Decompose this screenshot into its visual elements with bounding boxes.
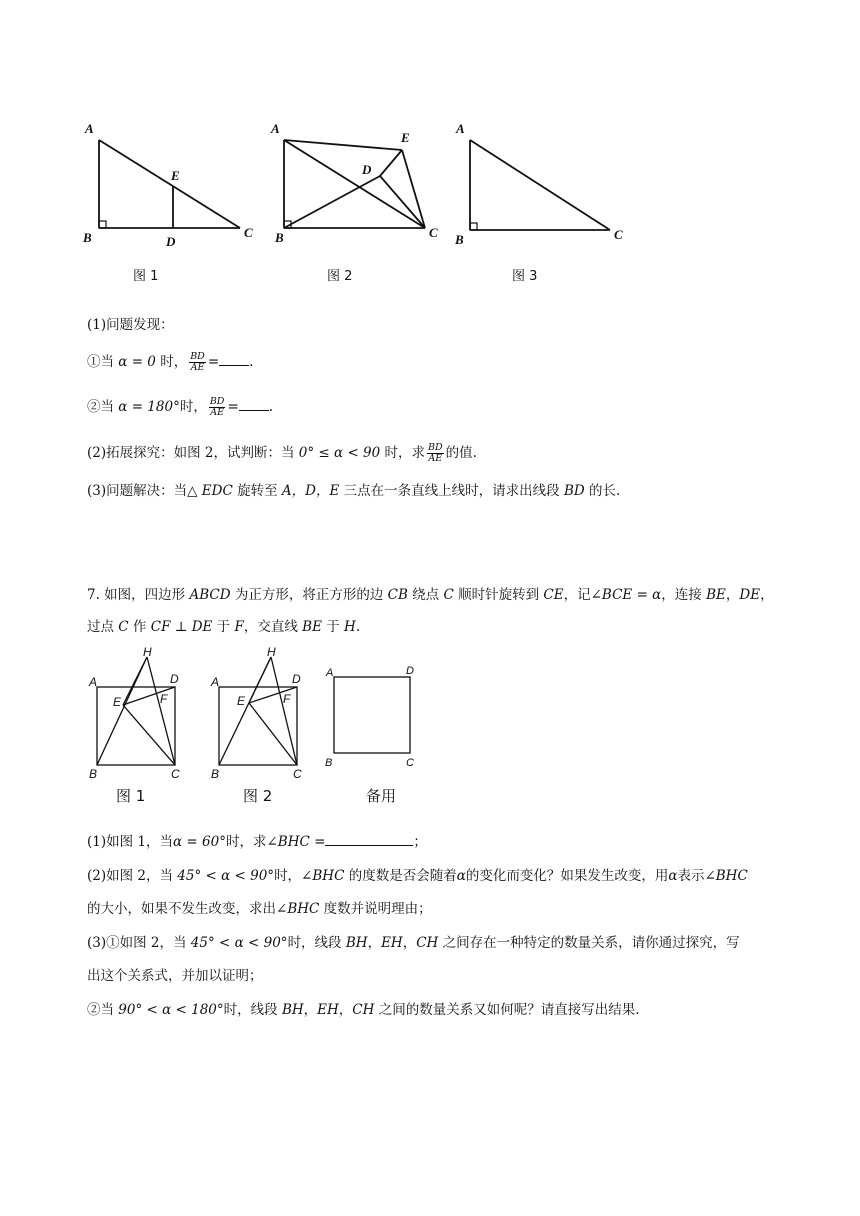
q7-fig1-label-h: H [143,645,152,659]
q7-fig1-label-f: F [160,692,168,706]
fraction-bd-ae: $\frac{BD}{AE}$ [209,396,225,418]
q7-fig2-label-e: E [237,694,246,708]
q6-fig2-label-e: E [401,130,410,145]
q6-fig1-label-a: A [85,121,94,136]
q7-fig3-label-b: B [325,757,333,769]
q6-part1-item1: ①当 α = 0 时， $\frac{BD}{AE}$ = . [87,351,254,373]
q6-fig2-caption: 图 2 [327,269,353,284]
q6-part1-item2: ②当 α = 180°时， $\frac{BD}{AE}$ = . [87,396,274,418]
q7-part3-line1: (3)①如图 2，当 45° < α < 90°时，线段 BH，EH，CH 之间存在一种特定的数量关系，请你通过探究，写 [87,935,740,951]
q7-figure-2 [207,645,317,785]
q7-fig1-label-e: E [113,695,122,709]
q7-fig3-label-c: C [406,757,414,769]
q7-fig2-caption: 图 2 [243,787,273,805]
answer-blank[interactable] [239,410,269,411]
q6-figure-2 [265,118,455,248]
fraction-bd-ae: $\frac{BD}{AE}$ [190,351,205,373]
q6-fig1-caption: 图 1 [133,269,159,284]
q7-part3-line2: 出这个关系式，并加以证明； [87,968,263,984]
q7-part2-line1: (2)如图 2，当 45° < α < 90°时，∠BHC 的度数是否会随着α的变化而变化？如果发生改变，用α表示∠BHC [87,868,748,884]
q6-fig1-label-d: D [166,234,176,248]
q6-fig3-label-c: C [614,227,623,242]
q6-figure-1 [80,118,270,248]
q6-fig1-label-e: E [171,168,180,183]
q6-fig3-caption: 图 3 [512,269,538,284]
q6-fig2-label-c: C [429,225,438,240]
q7-fig3-label-d: D [406,665,414,677]
q7-fig2-label-h: H [267,645,276,659]
q7-fig2-label-a: A [211,675,220,689]
q6-fig1-label-c: C [244,225,253,240]
q7-figure-spare [320,645,430,785]
q6-part1-title: (1)问题发现： [87,317,174,333]
q6-fig3-label-a: A [456,121,465,136]
q7-part2-line2: 的大小，如果不发生改变，求出∠BHC 度数并说明理由； [87,901,432,917]
q6-fig2-label-a: A [271,121,280,136]
q7-fig2-label-c: C [293,767,302,781]
q7-fig1-label-d: D [170,672,179,686]
q7-fig2-label-d: D [292,672,301,686]
q6-figure-3 [450,118,640,248]
q7-fig1-caption: 图 1 [116,787,146,805]
q7-stem-line2: 过点 C 作 CF ⊥ DE 于 F，交直线 BE 于 H. [87,619,361,635]
q7-stem-line1: 7. 如图，四边形 ABCD 为正方形，将正方形的边 CB 绕点 C 顺时针旋转到 CE，记∠BCE = α，连接 BE，DE， [87,587,774,603]
q7-fig3-caption: 备用 [366,787,397,805]
q6-fig2-label-b: B [275,230,284,245]
q6-fig3-label-b: B [455,232,464,247]
q6-fig1-label-b: B [83,230,92,245]
answer-blank[interactable] [219,365,249,366]
q7-fig3-label-a: A [326,667,334,679]
q6-part3: (3)问题解决：当△ EDC 旋转至 A，D，E 三点在一条直线上线时，请求出线段 BD 的长. [87,483,621,499]
q7-fig1-label-b: B [89,767,98,781]
q6-part2: (2)拓展探究：如图 2，试判断：当 0° ≤ α < 90 时，求 $\frac{BD}{AE}$ 的值. [87,442,477,464]
q7-part1: (1)如图 1，当α = 60°时，求∠BHC = ； [87,834,427,850]
fraction-bd-ae: $\frac{BD}{AE}$ [428,442,443,464]
answer-blank[interactable] [325,845,413,846]
q7-fig2-label-f: F [283,692,291,706]
q7-part3-line3: ②当 90° < α < 180°时，线段 BH，EH，CH 之间的数量关系又如何呢？请直接写出结果. [87,1002,640,1018]
q7-fig2-label-b: B [211,767,220,781]
q7-fig1-label-a: A [89,675,98,689]
q7-fig1-label-c: C [171,767,180,781]
q6-fig2-label-d: D [362,162,372,177]
q7-figure-1 [85,645,195,785]
